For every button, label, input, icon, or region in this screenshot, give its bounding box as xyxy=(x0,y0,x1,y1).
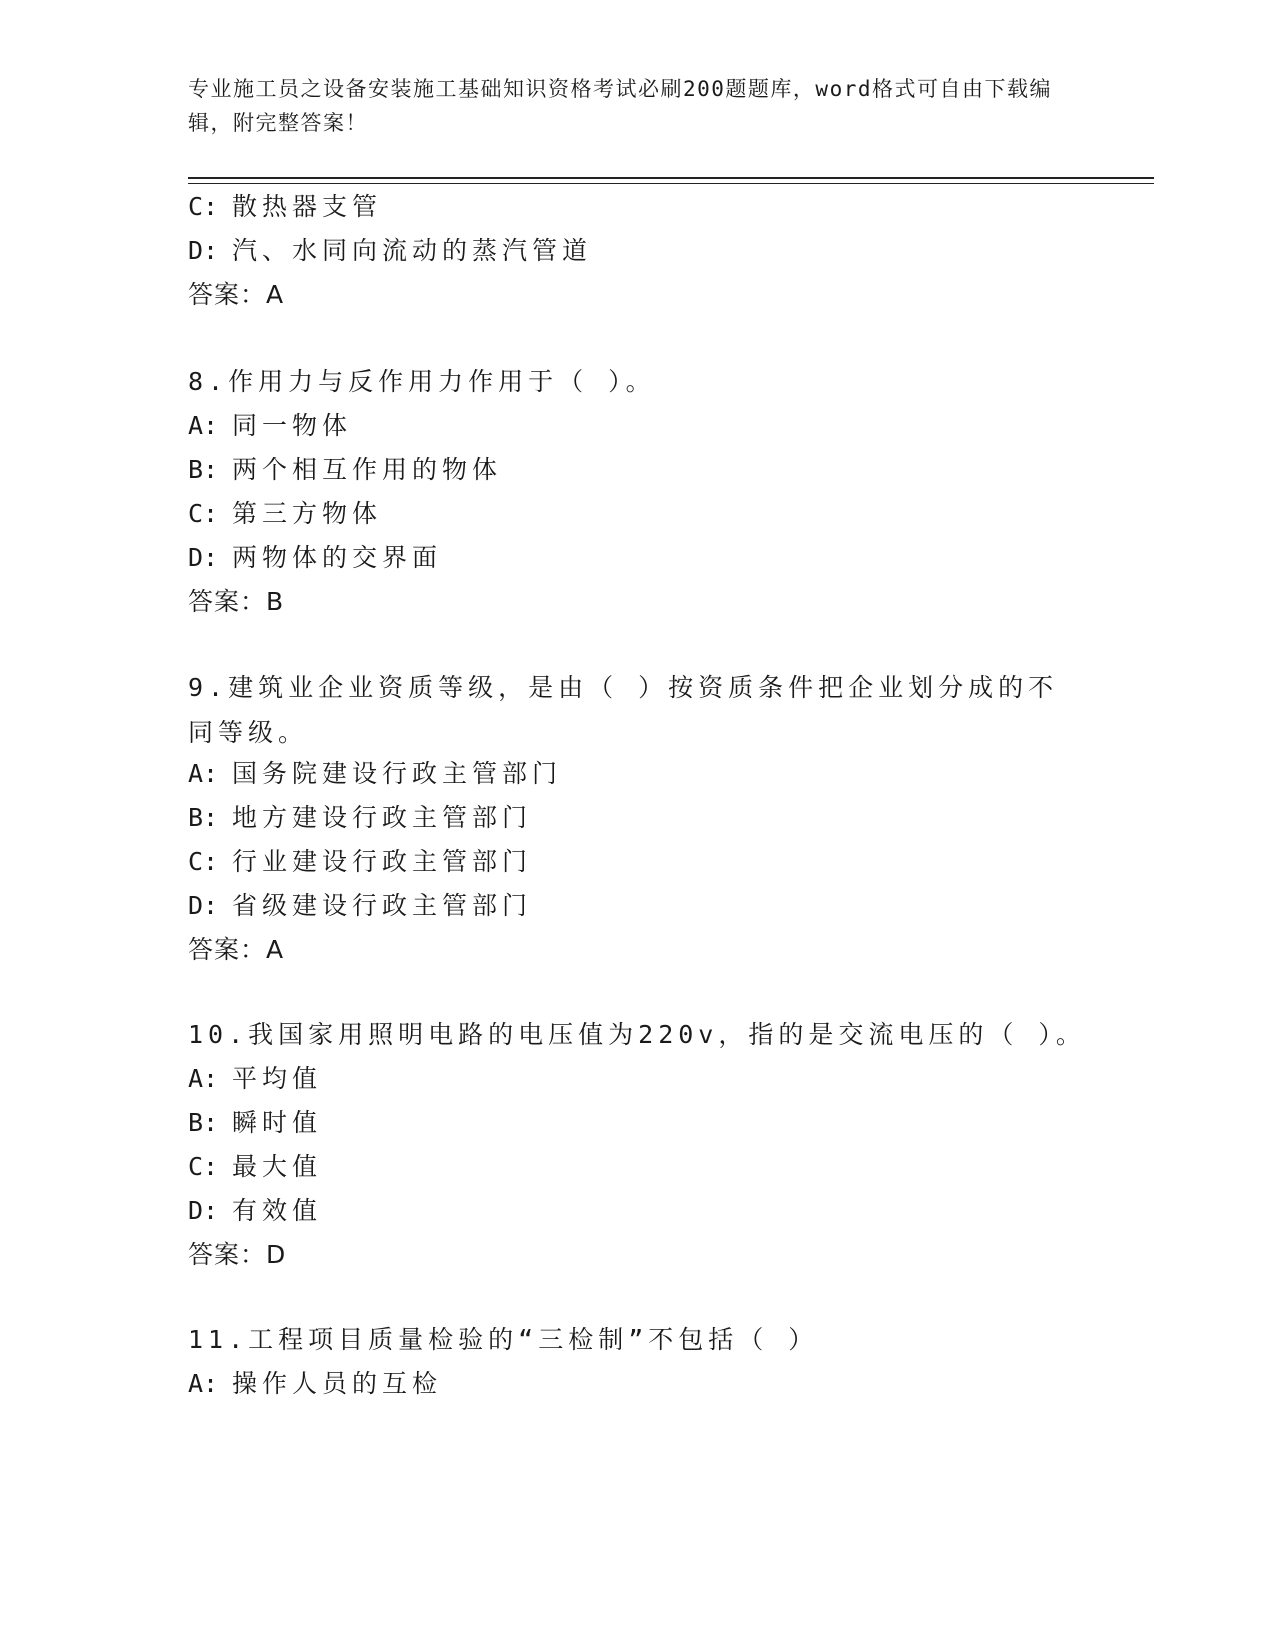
option-d xyxy=(188,236,592,266)
option-text: 第三方物体 xyxy=(232,499,383,528)
option-prefix: A: xyxy=(188,759,219,788)
option-text: 平均值 xyxy=(232,1064,323,1093)
option-prefix: C: xyxy=(188,499,219,528)
option-text: 地方建设行政主管部门 xyxy=(232,803,533,832)
question-11: 11.工程项目质量检验的“三检制”不包括（ ） xyxy=(188,1325,819,1354)
header-divider xyxy=(188,177,1154,179)
option-prefix: A: xyxy=(188,1369,219,1398)
option-prefix: A: xyxy=(188,411,219,440)
option-text: 省级建设行政主管部门 xyxy=(232,891,533,920)
option-c xyxy=(188,847,532,877)
question-10: 10.我国家用照明电路的电压值为220v，指的是交流电压的（ ）。 xyxy=(188,1020,1086,1049)
option-b xyxy=(188,1108,322,1138)
option-prefix: C: xyxy=(188,1152,219,1181)
answer-line: 答案：B xyxy=(188,587,285,616)
option-text: 操作人员的互检 xyxy=(232,1369,443,1398)
option-prefix: B: xyxy=(188,455,219,484)
option-c xyxy=(188,499,382,529)
option-prefix: B: xyxy=(188,803,219,832)
option-text: 汽、水同向流动的蒸汽管道 xyxy=(232,236,593,265)
option-text: 有效值 xyxy=(232,1196,323,1225)
header-divider-thin xyxy=(188,183,1154,184)
option-d xyxy=(188,891,532,921)
option-text: 散热器支管 xyxy=(232,192,383,221)
option-a xyxy=(188,1064,322,1094)
option-text: 瞬时值 xyxy=(232,1108,323,1137)
option-prefix: D: xyxy=(188,891,219,920)
option-text: 行业建设行政主管部门 xyxy=(232,847,533,876)
option-c xyxy=(188,1152,322,1182)
option-prefix: C: xyxy=(188,847,219,876)
option-prefix: D: xyxy=(188,236,219,265)
option-text: 国务院建设行政主管部门 xyxy=(232,759,563,788)
answer-line: 答案：D xyxy=(188,1240,287,1269)
option-prefix: D: xyxy=(188,543,219,572)
option-c xyxy=(188,192,382,222)
option-prefix: D: xyxy=(188,1196,219,1225)
option-prefix: B: xyxy=(188,1108,219,1137)
option-prefix: C: xyxy=(188,192,219,221)
option-b xyxy=(188,803,532,833)
option-d xyxy=(188,1196,322,1226)
option-a xyxy=(188,759,562,789)
option-prefix: A: xyxy=(188,1064,219,1093)
question-9: 9.建筑业企业资质等级，是由（ ）按资质条件把企业划分成的不同等级。 xyxy=(188,673,1059,747)
option-text: 两物体的交界面 xyxy=(232,543,443,572)
document-header: 专业施工员之设备安装施工基础知识资格考试必刷200题题库，word格式可自由下载编辑，附完整答案！ xyxy=(188,77,1052,135)
option-d xyxy=(188,543,442,573)
question-8: 8.作用力与反作用力作用于（ ）。 xyxy=(188,367,656,396)
option-a xyxy=(188,411,352,441)
option-text: 最大值 xyxy=(232,1152,323,1181)
option-a xyxy=(188,1369,442,1399)
answer-line: 答案：A xyxy=(188,935,285,964)
option-text: 同一物体 xyxy=(232,411,353,440)
option-text: 两个相互作用的物体 xyxy=(232,455,503,484)
answer-line: 答案：A xyxy=(188,280,285,309)
option-b xyxy=(188,455,502,485)
